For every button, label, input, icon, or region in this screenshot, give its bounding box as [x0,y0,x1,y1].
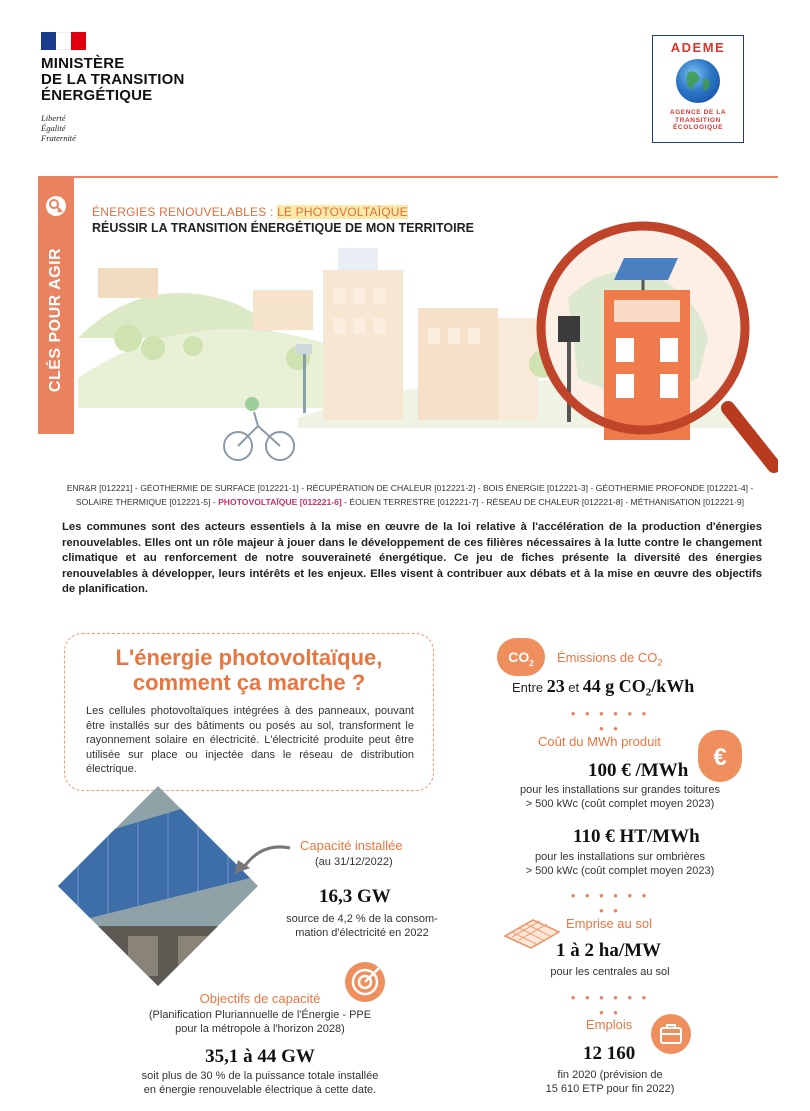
section-heading [92,205,408,219]
how-it-works-title [64,645,434,695]
separator-dots: • • • • • • • • [570,888,650,918]
emissions-value [512,676,694,699]
emissions-prefix: Entre [512,680,547,695]
ministry-line: ÉNERGÉTIQUE [41,87,153,104]
section-subheading: RÉUSSIR LA TRANSITION ÉNERGÉTIQUE DE MON TERRITOIRE [92,221,474,235]
emissions-mid: et [564,680,583,695]
capacity-date: (au 31/12/2022) [315,856,393,868]
code-item: SOLAIRE THERMIQUE [012221-5] - [75,497,219,507]
cost-label: Coût du MWh produit [538,734,661,749]
emissions-high: 44 g CO [582,676,646,696]
jobs-desc [510,1068,710,1096]
jobs-label: Emplois [586,1017,633,1032]
objectives-desc-line: pour la métropole à l'horizon 2028) [175,1023,345,1035]
title-line: comment ça marche ? [132,670,366,695]
motto-line: Égalité [41,123,66,133]
emissions-label [557,650,662,668]
separator-dots: • • • • • • • • [570,990,650,1020]
ministry-line: MINISTÈRE [41,55,125,72]
objectives-desc [110,1008,410,1036]
cost-desc-canopy [480,850,760,878]
codes-line: ENR&R [012221] - GÉOTHERMIE DE SURFACE [012221-1] - RÉCUPÉRATION DE CHALEUR [012221-2] - BOIS ÉNERGIE [012221-3] - GÉOTHERMIE PROFONDE [012221-4] - [66,483,754,493]
footprint-label: Emprise au sol [566,916,652,931]
briefcase-icon [651,1014,691,1054]
capacity-desc-line: mation d'électricité en 2022 [295,927,429,939]
cost-value-canopy: 110 € HT/MWh [573,826,700,847]
how-it-works-text: Les cellules photovoltaïques intégrées à des panneaux, pouvant être installés sur des bâtiments ou posés au sol, transforment le rayonnement solaire en électricité. L'électricité produite peut être utilisée sur place ou injectée dans le réseau de distribution électrique. [86,705,414,775]
code-item-active: PHOTOVOLTAÏQUE [012221-6] [218,497,342,507]
code-item: - ÉOLIEN TERRESTRE [012221-7] - RÉSEAU DE CHALEUR [012221-8] - MÉTHANISATION [012221-9] [341,497,745,507]
footprint-value: 1 à 2 ha/MW [556,940,662,961]
capacity-desc-line: source de 4,2 % de la consom- [286,913,438,925]
title-line: L'énergie photovoltaïque, [115,645,383,670]
ademe-logo [652,35,744,143]
money-bag-icon: € [698,730,742,782]
objectives-label: Objectifs de capacité [199,991,321,1006]
capacity-desc [262,912,462,940]
ademe-subtitle-line: AGENCE DE LA [669,109,727,116]
ademe-subtitle-line: ÉCOLOGIQUE [672,124,724,131]
globe-icon [676,59,720,103]
key-icon [46,196,66,216]
co2-icon-sub: 2 [529,658,534,668]
codes-line [40,495,780,509]
separator-dots: • • • • • • • • [570,706,650,736]
jobs-desc-line: 15 610 ETP pour fin 2022) [545,1083,675,1095]
ground-panel-icon [503,918,561,950]
category-codes [40,481,780,509]
co2-cloud-icon [497,638,545,676]
solar-panel-photo [58,786,258,986]
emissions-low: 23 [546,676,565,696]
jobs-value: 12 160 [583,1043,636,1064]
objectives-note-line: soit plus de 30 % de la puissance totale installée [141,1070,379,1082]
cost-desc-line: > 500 kWc (coût complet moyen 2023) [525,798,715,810]
ademe-subtitle-line: TRANSITION [675,116,721,124]
cost-desc-roof [480,783,760,811]
co2-icon-text: CO [508,649,530,665]
cost-desc-line: pour les installations sur grandes toitures [520,784,720,796]
cost-value-roof: 100 € /MWh [588,760,689,781]
objectives-desc-line: (Planification Pluriannuelle de l'Énergie - PPE [148,1009,372,1021]
ademe-subtitle [653,109,743,132]
intro-paragraph: Les communes sont des acteurs essentiels à la mise en œuvre de la loi relative à l'accélération de la production d'énergies renouvelables. Elles ont un rôle majeur à jouer dans le développement de ces filières nécessaires à la lutte contre le changement climatique et au renforcement de notre souveraineté énergétique. Ce jeu de fiches présente la diversité des énergies renouvelables à développer, leurs intérêts et les enjeux. Elles visent à contribuer aux débats et à la mise en œuvre des objectifs de planification. [62,521,762,596]
side-label: CLÉS POUR AGIR [47,247,64,393]
emissions-unit: /kWh [651,676,695,696]
ministry-line: DE LA TRANSITION [41,71,185,88]
objectives-note [90,1069,430,1097]
ademe-title: ADEME [670,40,726,55]
heading-prefix: ÉNERGIES RENOUVELABLES : [92,205,278,219]
heading-topic: LE PHOTOVOLTAÏQUE [277,205,408,219]
emissions-label-text: Émissions de CO [557,650,658,665]
arrow-icon [228,838,298,878]
emissions-high-sub: 2 [645,686,652,699]
emissions-label-sub: 2 [657,657,663,668]
republic-flag [41,32,86,50]
cost-desc-line: pour les installations sur ombrières [535,851,705,863]
objectives-value: 35,1 à 44 GW [205,1046,315,1067]
capacity-value: 16,3 GW [319,886,391,907]
jobs-desc-line: fin 2020 (prévision de [557,1069,663,1081]
motto-line: Liberté [41,113,66,123]
objectives-note-line: en énergie renouvelable électrique à cette date. [143,1084,377,1096]
footprint-desc: pour les centrales au sol [550,966,670,978]
motto-line: Fraternité [41,133,76,143]
republic-motto [41,113,76,143]
capacity-label: Capacité installée [300,838,403,853]
cost-desc-line: > 500 kWc (coût complet moyen 2023) [525,865,715,877]
ministry-name [41,56,184,104]
